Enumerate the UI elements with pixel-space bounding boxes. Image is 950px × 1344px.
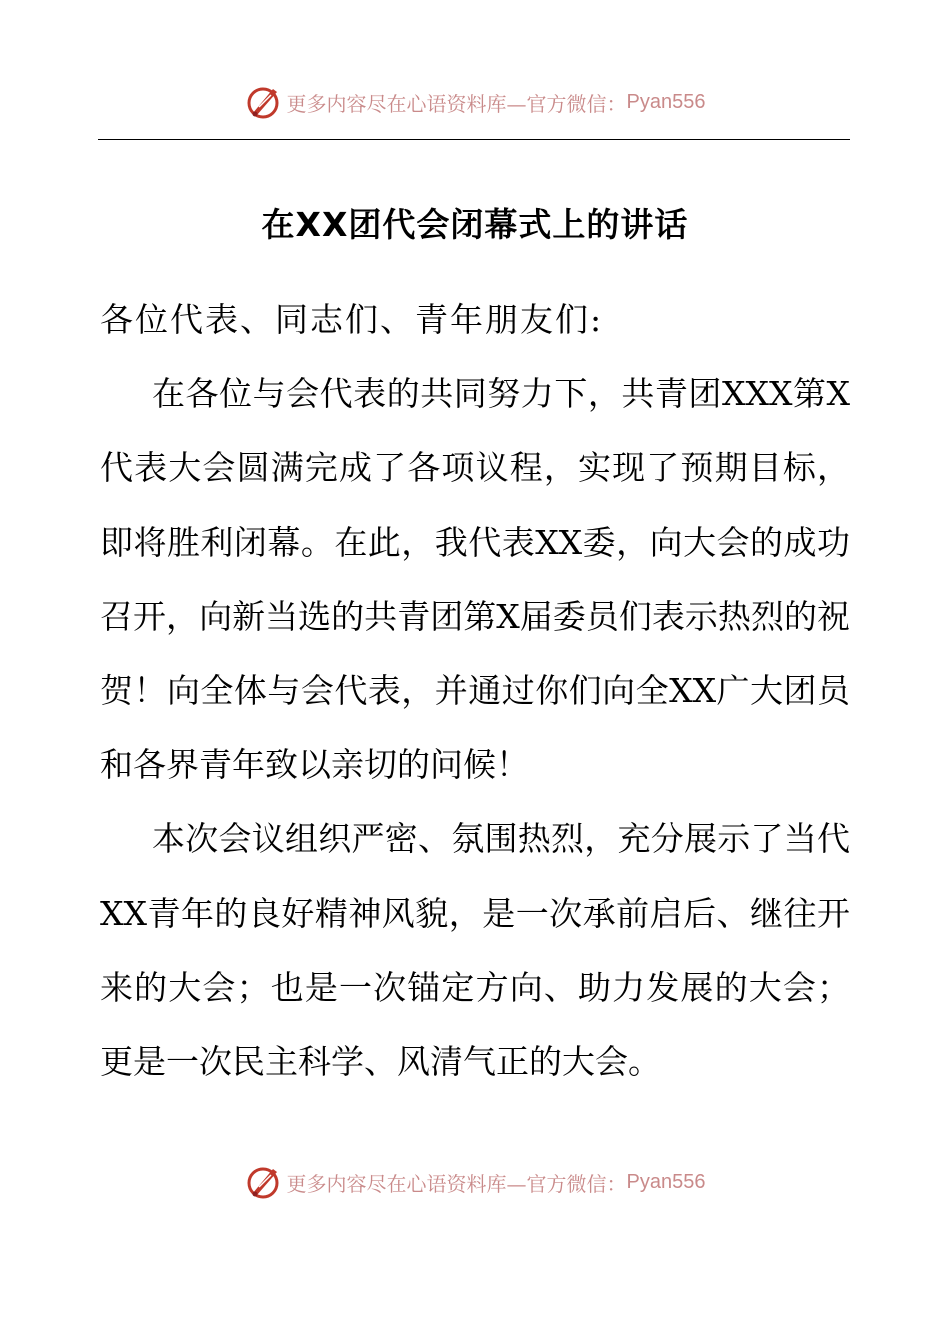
banner-wechat-handle: Pyan556 (626, 1170, 706, 1193)
footer-watermark-banner (0, 1160, 950, 1204)
document-body (100, 283, 850, 1099)
header-watermark-banner (0, 80, 950, 124)
document-title: 在XX团代会闭幕式上的讲话 (261, 205, 689, 244)
salutation: 各位代表、同志们、青年朋友们: (100, 300, 604, 339)
quill-pen-logo-icon (245, 83, 283, 121)
banner-text: 更多内容尽在心语资料库—官方微信： (286, 1171, 627, 1196)
header-divider (98, 139, 850, 140)
banner-text: 更多内容尽在心语资料库—官方微信： (286, 91, 627, 116)
quill-pen-logo-icon (245, 1163, 283, 1201)
banner-wechat-handle: Pyan556 (626, 90, 706, 113)
paragraph-2: 本次会议组织严密、氛围热烈，充分展示了当代XX青年的良好精神风貌，是一次承前启后、继往开来的大会；也是一次锚定方向、助力发展的大会；更是一次民主科学、风清气正的大会。 (100, 819, 850, 1082)
paragraph-1: 在各位与会代表的共同努力下，共青团XXX第X代表大会圆满完成了各项议程，实现了预期目标，即将胜利闭幕。在此，我代表XX委，向大会的成功召开，向新当选的共青团第X届委员们表示热烈的祝贺！向全体与会代表，并通过你们向全XX广大团员和各界青年致以亲切的问候！ (100, 374, 850, 785)
